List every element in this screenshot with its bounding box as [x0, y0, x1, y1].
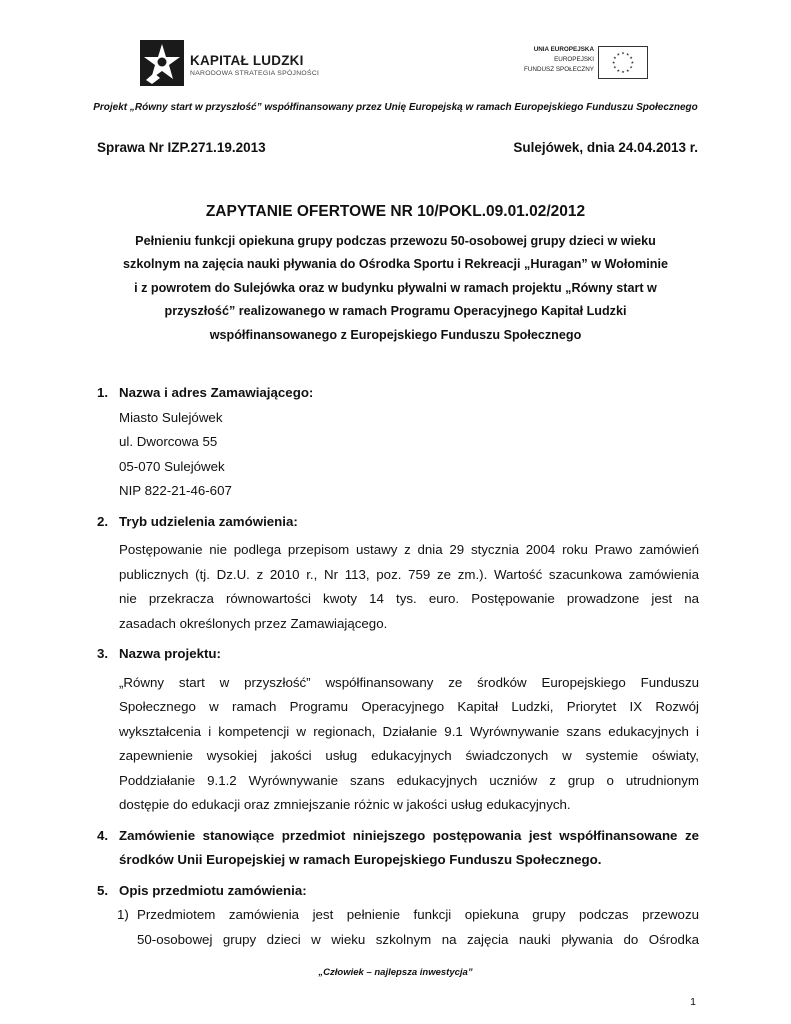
eu-star-icon — [622, 52, 625, 55]
paragraph-line: wykształcenia i kompetencji w regionach, Działanie 9.1 Wyrównywanie szans edukacyjnych i — [119, 723, 699, 739]
subject-line: współfinansowanego z Europejskiego Funduszu Społecznego — [209, 327, 582, 342]
section-heading: Nazwa i adres Zamawiającego: — [119, 385, 314, 400]
eu-logo-line2: EUROPEJSKI — [554, 56, 594, 63]
eu-flag-icon — [598, 46, 648, 79]
paragraph-line: dostępie do edukacji oraz zmniejszanie różnic w jakości usług edukacyjnych. — [119, 797, 571, 812]
section-procedure — [97, 510, 699, 637]
eu-star-icon — [612, 61, 615, 64]
paragraph-line: Społecznego w ramach Programu Operacyjnego Kapitał Ludzki, Priorytet IX Rozwój — [119, 699, 699, 714]
list-item-number: 1) — [117, 907, 129, 922]
section-number: 3. — [97, 646, 109, 661]
section-heading: Nazwa projektu: — [119, 646, 221, 661]
kapital-ludzki-name: KAPITAŁ LUDZKI — [190, 53, 304, 68]
address-line: Miasto Sulejówek — [119, 409, 223, 425]
eu-star-icon — [617, 53, 620, 56]
paragraph-line: Postępowanie nie podlega przepisom ustawy z dnia 29 stycznia 2004 roku Prawo zamówień — [119, 542, 699, 557]
paragraph-line: zasadach określonych przez Zamawiającego. — [119, 615, 388, 631]
paragraph-line: Zamówienie stanowiące przedmiot niniejszego postępowania jest współfinansowane ze — [119, 827, 699, 843]
place-and-date: Sulejówek, dnia 24.04.2013 r. — [513, 140, 698, 155]
eu-star-icon — [626, 69, 629, 72]
subject-line: szkolnym na zajęcia nauki pływania do Ośrodka Sportu i Rekreacji „Huragan” w Wołominie — [123, 257, 668, 272]
eu-star-icon — [622, 70, 625, 73]
eu-star-icon — [626, 53, 629, 56]
kapital-ludzki-subtitle: NARODOWA STRATEGIA SPÓJNOŚCI — [190, 70, 320, 77]
document-header — [0, 0, 791, 113]
address-line: NIP 822-21-46-607 — [119, 483, 232, 498]
paragraph-line: Poddziałanie 9.1.2 Wyrównywanie szans edukacyjnych uczniów z grup o utrudnionym — [119, 772, 699, 788]
project-funding-line: Projekt „Równy start w przyszłość” współfinansowany przez Unię Europejską w ramach Europejskiego Funduszu Społecznego — [93, 102, 698, 113]
paragraph-line: 50-osobowej grupy dzieci w wieku szkolnym na zajęcia nauki pływania do Ośrodka — [137, 931, 699, 947]
paragraph-line: publicznych (tj. Dz.U. z 2010 r., Nr 113, poz. 759 ze zm.). Wartość szacunkowa zamówienia — [119, 566, 699, 582]
eu-logo-line3: FUNDUSZ SPOŁECZNY — [524, 66, 594, 73]
eu-star-icon — [613, 66, 616, 69]
section-number: 1. — [97, 385, 109, 400]
section-heading: Tryb udzielenia zamówienia: — [119, 513, 298, 529]
kapital-ludzki-logo — [140, 40, 340, 86]
subject-line: przyszłość” realizowanego w ramach Programu Operacyjnego Kapitał Ludzki — [164, 304, 627, 319]
eu-star-icon — [613, 56, 616, 59]
paragraph-line: Przedmiotem zamówienia jest pełnienie funkcji opiekuna grupy podczas przewozu — [137, 907, 699, 922]
footer-motto: „Człowiek – najlepsza inwestycja” — [318, 967, 473, 978]
eu-star-icon — [630, 56, 633, 59]
eu-star-icon — [617, 69, 620, 72]
document-subject — [100, 230, 691, 347]
paragraph-line: nie przekracza równowartości kwoty 14 tys. euro. Postępowanie prowadzone jest na — [119, 591, 699, 606]
section-number: 2. — [97, 513, 109, 529]
paragraph-line: „Równy start w przyszłość” współfinansowany ze środków Europejskiego Funduszu — [119, 674, 699, 690]
eu-logo-text — [506, 45, 594, 81]
eu-star-icon — [630, 66, 633, 69]
section-contracting-authority — [97, 381, 699, 504]
paragraph-line: środków Unii Europejskiej w ramach Europejskiego Funduszu Społecznego. — [119, 852, 602, 867]
address-line: 05-070 Sulejówek — [119, 458, 225, 474]
section-subject-description — [97, 879, 699, 953]
document-body — [97, 381, 699, 952]
eu-star-icon — [631, 61, 634, 64]
list-item — [97, 903, 699, 952]
section-heading: Opis przedmiotu zamówienia: — [119, 882, 307, 898]
address-line: ul. Dworcowa 55 — [119, 434, 218, 449]
section-cofinancing — [97, 824, 699, 873]
paragraph-line: zapewnienie wysokiej jakości usług edukacyjnych świadczonych w systemie oświaty, — [119, 748, 699, 763]
document-title: ZAPYTANIE OFERTOWE NR 10/POKL.09.01.02/2012 — [205, 203, 586, 220]
subject-line: i z powrotem do Sulejówka oraz w budynku pływalni w ramach projektu „Równy start w — [134, 280, 657, 295]
section-project-name — [97, 642, 699, 818]
subject-line: Pełnieniu funkcji opiekuna grupy podczas przewozu 50-osobowej grupy dzieci w wieku — [135, 234, 656, 248]
page-number: 1 — [690, 996, 696, 1008]
kapital-ludzki-star-icon — [140, 40, 184, 86]
section-number: 5. — [97, 882, 109, 898]
eu-logo-line1: UNIA EUROPEJSKA — [533, 46, 594, 53]
section-number: 4. — [97, 827, 109, 843]
case-number: Sprawa Nr IZP.271.19.2013 — [97, 140, 266, 155]
eu-logo — [506, 45, 648, 81]
